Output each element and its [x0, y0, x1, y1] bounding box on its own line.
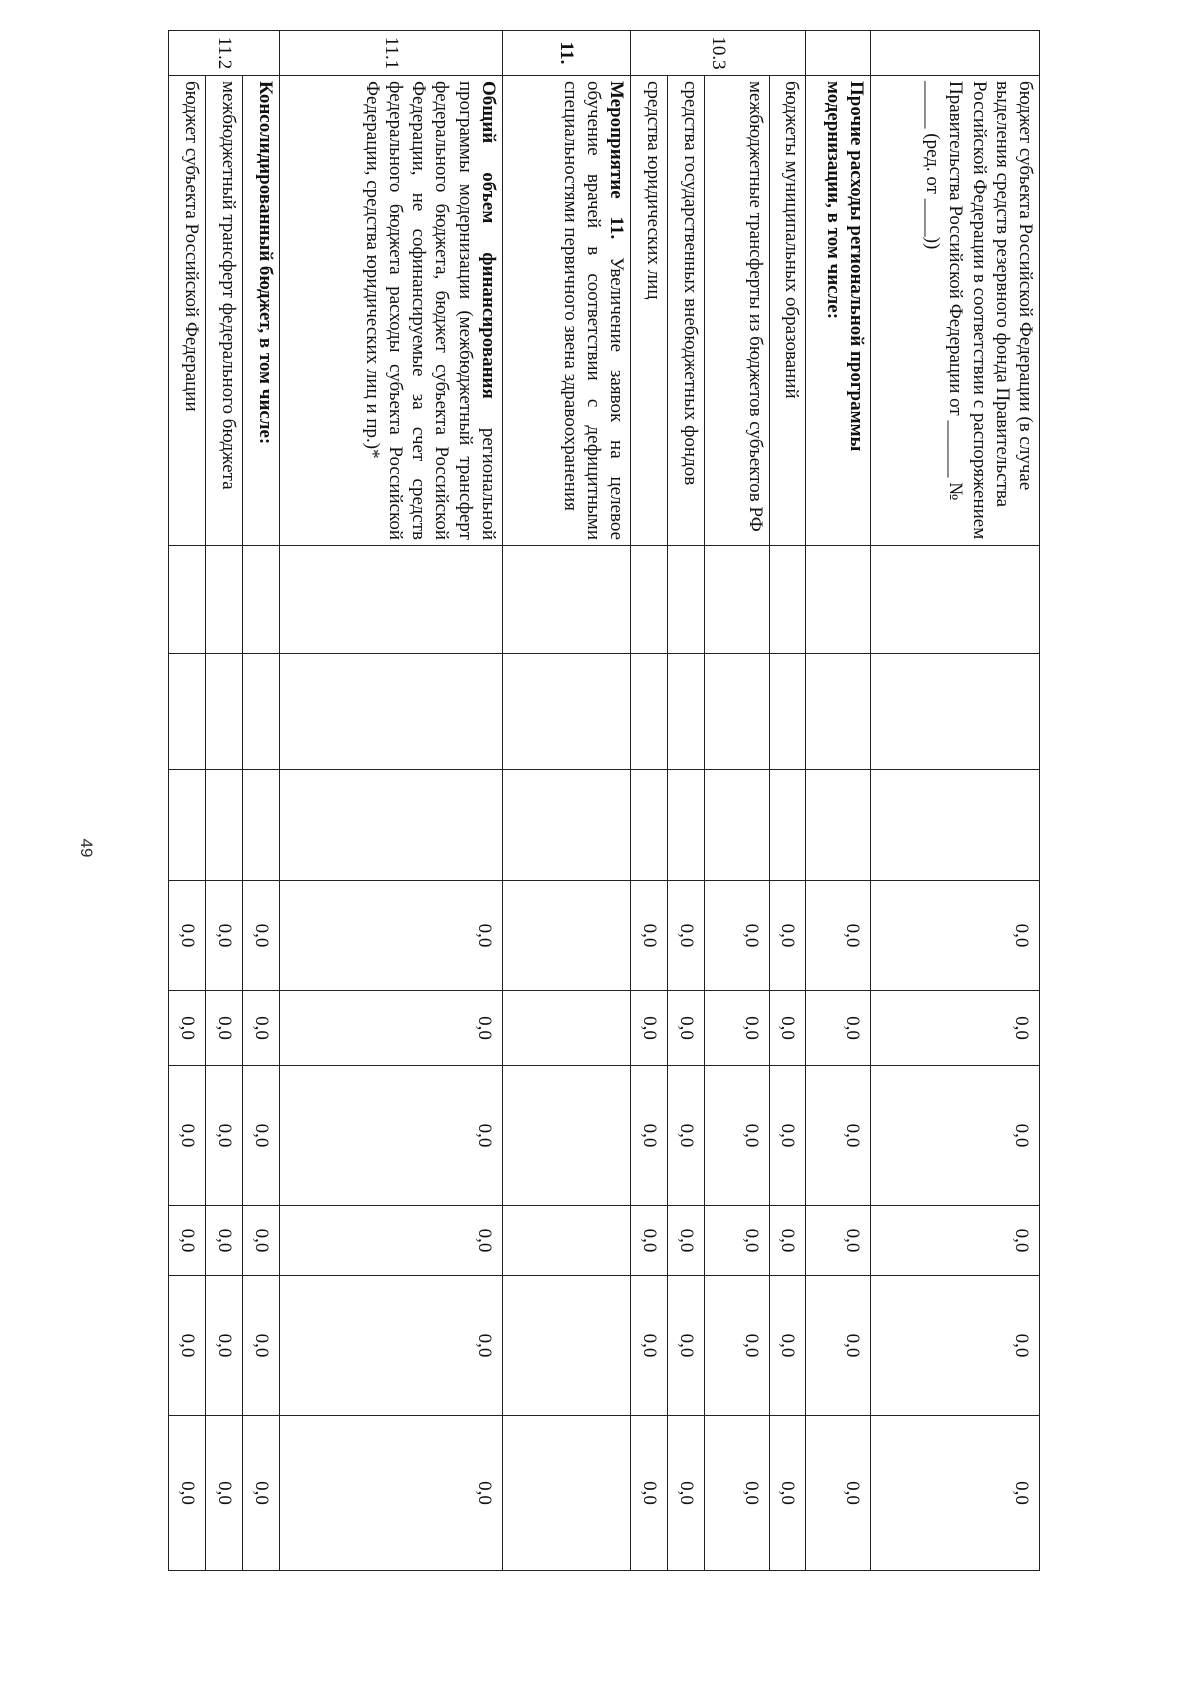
table-row — [705, 31, 770, 1571]
measure-title: Мероприятие 11. — [605, 81, 627, 240]
value-cell: 0,0 — [806, 1206, 871, 1276]
empty-cell — [770, 770, 806, 881]
row-number: 11. — [502, 31, 630, 76]
value-cell: 0,0 — [667, 1066, 704, 1206]
value-cell: 0,0 — [871, 991, 1040, 1066]
value-cell: 0,0 — [630, 1276, 667, 1416]
empty-cell — [871, 770, 1040, 881]
value-cell: 0,0 — [206, 1416, 243, 1571]
value-cell: 0,0 — [630, 1206, 667, 1276]
table-row — [169, 31, 206, 1571]
value-cell: 0,0 — [705, 991, 770, 1066]
value-cell: 0,0 — [667, 1416, 704, 1571]
empty-cell — [667, 546, 704, 654]
value-cell: 0,0 — [705, 1276, 770, 1416]
value-cell: 0,0 — [169, 1416, 206, 1571]
rotated-table-wrapper — [168, 30, 1040, 1570]
value-cell — [502, 1276, 630, 1416]
empty-cell — [770, 546, 806, 654]
value-cell: 0,0 — [206, 1206, 243, 1276]
row-number — [806, 31, 871, 76]
empty-cell — [169, 654, 206, 770]
value-cell: 0,0 — [667, 1276, 704, 1416]
value-cell: 0,0 — [280, 1066, 502, 1206]
value-cell: 0,0 — [206, 1276, 243, 1416]
table-row — [770, 31, 806, 1571]
empty-cell — [169, 546, 206, 654]
empty-cell — [502, 654, 630, 770]
empty-cell — [705, 654, 770, 770]
empty-cell — [206, 770, 243, 881]
row-description: средства юридических лиц — [630, 76, 667, 546]
empty-cell — [871, 546, 1040, 654]
row-description: бюджет субъекта Российской Федерации (в случае выделения средств резервного фонда Правительства Российской Федерации в соответствии с распоряжением Правительства Российской Федерации от ______ № _____ (ред. от ____)) — [871, 76, 1040, 546]
table-row — [871, 31, 1040, 1571]
table-row — [630, 31, 667, 1571]
value-cell — [502, 1066, 630, 1206]
value-cell: 0,0 — [667, 991, 704, 1066]
row-description: Прочие расходы региональной программы модернизации, в том числе: — [806, 76, 871, 546]
value-cell: 0,0 — [206, 991, 243, 1066]
table-row — [243, 31, 280, 1571]
row-number: 11.1 — [280, 31, 502, 76]
empty-cell — [871, 654, 1040, 770]
value-cell: 0,0 — [770, 1206, 806, 1276]
value-cell — [502, 991, 630, 1066]
empty-cell — [502, 770, 630, 881]
row-description: средства государственных внебюджетных фондов — [667, 76, 704, 546]
value-cell: 0,0 — [705, 1066, 770, 1206]
value-cell: 0,0 — [770, 1276, 806, 1416]
value-cell: 0,0 — [243, 991, 280, 1066]
value-cell: 0,0 — [630, 991, 667, 1066]
empty-cell — [280, 546, 502, 654]
measure-text: Увеличение заявок на целевое обучение врачей в соответствии с дефицитными специальностями первичного звена здравоохранения — [559, 81, 627, 541]
value-cell: 0,0 — [630, 1066, 667, 1206]
total-financing-label: Общий объем финансирования — [477, 81, 499, 399]
row-number: 11.2 — [169, 31, 280, 76]
empty-cell — [243, 546, 280, 654]
value-cell: 0,0 — [206, 881, 243, 991]
value-cell: 0,0 — [806, 1066, 871, 1206]
value-cell: 0,0 — [243, 1066, 280, 1206]
empty-cell — [770, 654, 806, 770]
table-row — [280, 31, 502, 1571]
empty-cell — [280, 654, 502, 770]
row-description — [280, 76, 502, 546]
value-cell: 0,0 — [280, 881, 502, 991]
table-row — [206, 31, 243, 1571]
value-cell: 0,0 — [871, 1206, 1040, 1276]
value-cell: 0,0 — [806, 881, 871, 991]
value-cell: 0,0 — [169, 991, 206, 1066]
value-cell: 0,0 — [871, 881, 1040, 991]
empty-cell — [243, 654, 280, 770]
empty-cell — [667, 770, 704, 881]
empty-cell — [806, 770, 871, 881]
value-cell: 0,0 — [806, 1276, 871, 1416]
empty-cell — [206, 654, 243, 770]
empty-cell — [806, 654, 871, 770]
value-cell: 0,0 — [280, 1416, 502, 1571]
empty-cell — [667, 654, 704, 770]
empty-cell — [280, 770, 502, 881]
rotated-table-container — [168, 30, 1040, 1570]
value-cell — [502, 1416, 630, 1571]
value-cell: 0,0 — [206, 1066, 243, 1206]
row-description: межбюджетные трансферты из бюджетов субъектов РФ — [705, 76, 770, 546]
value-cell: 0,0 — [667, 881, 704, 991]
row-number — [871, 31, 1040, 76]
financing-table — [168, 30, 1040, 1571]
value-cell: 0,0 — [770, 991, 806, 1066]
value-cell: 0,0 — [705, 1416, 770, 1571]
total-financing-text: региональной программы модернизации (межбюджетный трансферт федерального бюджета, бюджет субъекта Российской Федерации, не софинансируемые за счет средств федерального бюджета расходы субъекта Российской Федерации, средства юридических лиц и пр.)* — [361, 81, 499, 541]
table-row — [667, 31, 704, 1571]
value-cell: 0,0 — [169, 1206, 206, 1276]
value-cell: 0,0 — [243, 1206, 280, 1276]
value-cell: 0,0 — [806, 1416, 871, 1571]
value-cell: 0,0 — [871, 1066, 1040, 1206]
value-cell: 0,0 — [770, 1416, 806, 1571]
value-cell: 0,0 — [169, 1066, 206, 1206]
value-cell: 0,0 — [280, 1276, 502, 1416]
row-description: Консолидированный бюджет, в том числе: — [243, 76, 280, 546]
value-cell: 0,0 — [806, 991, 871, 1066]
value-cell: 0,0 — [705, 1206, 770, 1276]
value-cell: 0,0 — [630, 881, 667, 991]
empty-cell — [502, 546, 630, 654]
value-cell: 0,0 — [630, 1416, 667, 1571]
value-cell: 0,0 — [770, 881, 806, 991]
empty-cell — [705, 770, 770, 881]
empty-cell — [206, 546, 243, 654]
value-cell: 0,0 — [243, 1416, 280, 1571]
row-description: межбюджетный трансферт федерального бюджета — [206, 76, 243, 546]
row-number: 10.3 — [630, 31, 805, 76]
value-cell: 0,0 — [770, 1066, 806, 1206]
value-cell: 0,0 — [280, 991, 502, 1066]
table-row — [806, 31, 871, 1571]
value-cell — [502, 1206, 630, 1276]
row-description — [502, 76, 630, 546]
empty-cell — [806, 546, 871, 654]
value-cell: 0,0 — [169, 881, 206, 991]
empty-cell — [630, 654, 667, 770]
table-row — [502, 31, 630, 1571]
page-number: 49 — [77, 838, 96, 858]
value-cell: 0,0 — [871, 1276, 1040, 1416]
empty-cell — [243, 770, 280, 881]
value-cell: 0,0 — [169, 1276, 206, 1416]
value-cell — [502, 881, 630, 991]
value-cell: 0,0 — [667, 1206, 704, 1276]
value-cell: 0,0 — [705, 881, 770, 991]
empty-cell — [630, 770, 667, 881]
value-cell: 0,0 — [280, 1206, 502, 1276]
empty-cell — [705, 546, 770, 654]
row-description: бюджет субъекта Российской Федерации — [169, 76, 206, 546]
value-cell: 0,0 — [871, 1416, 1040, 1571]
empty-cell — [630, 546, 667, 654]
value-cell: 0,0 — [243, 881, 280, 991]
empty-cell — [169, 770, 206, 881]
row-description: бюджеты муниципальных образований — [770, 76, 806, 546]
value-cell: 0,0 — [243, 1276, 280, 1416]
